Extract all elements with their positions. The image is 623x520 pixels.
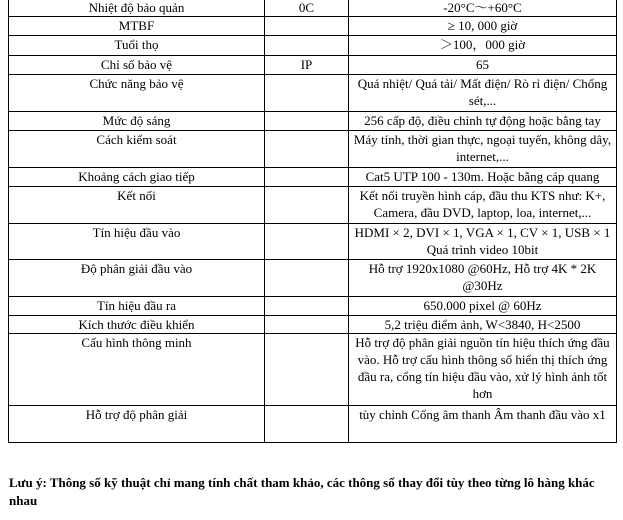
spec-value: Quá nhiệt/ Quá tải/ Mất điện/ Rò rỉ điện/ Chống sét,...: [349, 75, 617, 112]
table-row: [9, 224, 617, 260]
spec-value: -20°C～+60°C: [349, 0, 617, 17]
spec-name: Hỗ trợ độ phân giải: [9, 406, 265, 443]
table-row: [9, 0, 617, 17]
table-row: [9, 316, 617, 334]
spec-value: ≥ 10, 000 giờ: [349, 17, 617, 36]
spec-unit: [265, 131, 349, 168]
spec-unit: [265, 406, 349, 443]
table-row: [9, 168, 617, 187]
spec-value: Kết nối truyền hình cáp, đầu thu KTS như: K+, Camera, đầu DVD, laptop, loa, internet,...: [349, 187, 617, 224]
spec-value: Cat5 UTP 100 - 130m. Hoặc bằng cáp quang: [349, 168, 617, 187]
table-row: [9, 36, 617, 56]
spec-value: Máy tính, thời gian thực, ngoại tuyến, không dây, internet,...: [349, 131, 617, 168]
spec-unit: [265, 17, 349, 36]
spec-unit: [265, 75, 349, 112]
table-row: [9, 260, 617, 297]
table-row: [9, 112, 617, 131]
spec-unit: [265, 224, 349, 260]
spec-unit: [265, 334, 349, 406]
table-row: [9, 131, 617, 168]
spec-table: [8, 0, 617, 443]
table-row: [9, 297, 617, 316]
spec-value: tùy chỉnh Cổng âm thanh Âm thanh đầu vào x1: [349, 406, 617, 443]
spec-unit: [265, 297, 349, 316]
spec-value: 256 cấp độ, điều chỉnh tự động hoặc bằng tay: [349, 112, 617, 131]
table-row: [9, 187, 617, 224]
spec-name: Tín hiệu đầu vào: [9, 224, 265, 260]
spec-unit: [265, 112, 349, 131]
spec-unit: [265, 260, 349, 297]
spec-unit: [265, 168, 349, 187]
spec-name: Mức độ sáng: [9, 112, 265, 131]
spec-name: Cách kiểm soát: [9, 131, 265, 168]
spec-value: ＞100，000 giờ: [349, 36, 617, 56]
spec-value: Hỗ trợ độ phân giải nguồn tín hiệu thích ứng đầu vào. Hỗ trợ cấu hình thông số hiển thị thích ứng đầu ra, cổng tín hiệu đầu vào, xử lý hình ảnh tốt hơn: [349, 334, 617, 406]
spec-name: Nhiệt độ bảo quản: [9, 0, 265, 17]
spec-unit: IP: [265, 56, 349, 75]
spec-name: Khoảng cách giao tiếp: [9, 168, 265, 187]
spec-name: Cấu hình thông minh: [9, 334, 265, 406]
spec-unit: [265, 187, 349, 224]
spec-unit: 0C: [265, 0, 349, 17]
table-row: [9, 334, 617, 406]
table-row: [9, 17, 617, 36]
spec-value: 650.000 pixel @ 60Hz: [349, 297, 617, 316]
spec-name: Tín hiệu đầu ra: [9, 297, 265, 316]
spec-name: Độ phân giải đầu vào: [9, 260, 265, 297]
spec-unit: [265, 316, 349, 334]
spec-name: Tuổi thọ: [9, 36, 265, 56]
spec-unit: [265, 36, 349, 56]
spec-value: 5,2 triệu điểm ảnh, W<3840, H<2500: [349, 316, 617, 334]
table-row: [9, 75, 617, 112]
spec-name: Kết nối: [9, 187, 265, 224]
spec-name: MTBF: [9, 17, 265, 36]
spec-name: Kích thước điều khiển: [9, 316, 265, 334]
spec-name: Chỉ số bảo vệ: [9, 56, 265, 75]
spec-name: Chức năng bảo vệ: [9, 75, 265, 112]
spec-value: 65: [349, 56, 617, 75]
disclaimer-note: Lưu ý: Thông số kỹ thuật chỉ mang tính chất tham khảo, các thông số thay đổi tùy theo từng lô hàng khác nhau: [9, 475, 595, 508]
table-row: [9, 406, 617, 443]
table-row: [9, 56, 617, 75]
spec-value: Hỗ trợ 1920x1080 @60Hz, Hỗ trợ 4K * 2K @30Hz: [349, 260, 617, 297]
spec-value: HDMI × 2, DVI × 1, VGA × 1, CV × 1, USB × 1 Quá trình video 10bit: [349, 224, 617, 260]
